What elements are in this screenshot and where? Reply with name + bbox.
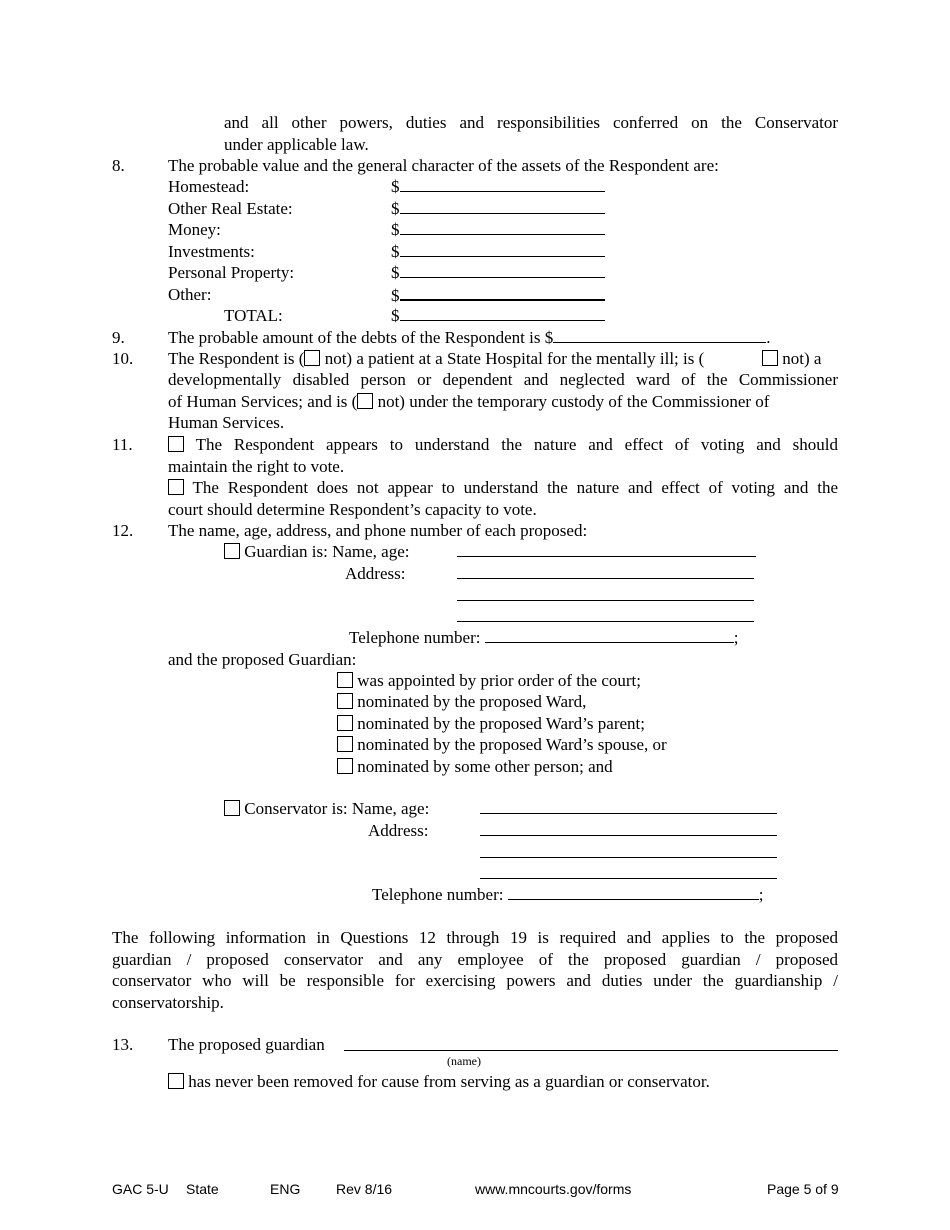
option-text: nominated by the proposed Ward, [357, 692, 587, 711]
q13-option [168, 1071, 710, 1092]
conservator-telephone-blank[interactable] [508, 884, 759, 900]
q13-number: 13. [112, 1035, 134, 1054]
q10-custody-checkbox[interactable] [357, 393, 373, 409]
semicolon: ; [758, 885, 764, 904]
q11-option-2 [168, 477, 838, 520]
conservator-name-blank[interactable] [480, 813, 777, 814]
option-text: was appointed by prior order of the court; [357, 671, 641, 690]
footer-form-id: GAC 5-U [112, 1181, 169, 1197]
asset-blank[interactable] [400, 219, 605, 235]
asset-blank[interactable] [400, 262, 605, 278]
q13-guardian-name-blank[interactable] [344, 1050, 838, 1051]
asset-label-homestead: Homestead: [168, 177, 250, 196]
footer-url[interactable]: www.mncourts.gov/forms [475, 1181, 632, 1197]
guardian-telephone-row [349, 627, 738, 648]
guardian-option-spouse [337, 734, 667, 755]
q12-number: 12. [112, 521, 134, 540]
asset-label-total: TOTAL: [224, 306, 283, 325]
continuation-line-2: under applicable law. [224, 134, 369, 154]
guardian-option-ward [337, 691, 586, 712]
q10-text-c: not) a [782, 349, 822, 368]
asset-field-total[interactable] [391, 305, 605, 326]
q13-option-text: has never been removed for cause from serving as a guardian or conservator. [188, 1072, 710, 1091]
q10-line-2 [168, 369, 838, 391]
guardian-option-other [337, 756, 613, 777]
q10-text-l2: developmentally disabled person or dependent and neglected ward of the Commissioner [168, 370, 838, 389]
option-text: nominated by some other person; and [357, 757, 613, 776]
guardian-name-row [224, 541, 409, 562]
q11-opt2-text: The Respondent does not appear to understand the nature and effect of voting and the [192, 478, 838, 497]
q9-period: . [766, 328, 771, 347]
guardian-address-blank-3[interactable] [457, 621, 754, 622]
asset-label-other-real-estate: Other Real Estate: [168, 199, 293, 218]
q10-text-l3b: not) under the temporary custody of the Commissioner of [377, 392, 770, 411]
asset-field-other-real-estate[interactable] [391, 198, 605, 219]
asset-blank[interactable] [400, 284, 605, 301]
conservator-telephone-label: Telephone number: [372, 885, 504, 904]
asset-label-other: Other: [168, 285, 212, 304]
currency-symbol: $ [391, 242, 400, 261]
q11-opt1-line-1 [168, 434, 838, 456]
conservator-checkbox[interactable] [224, 800, 240, 816]
asset-field-money[interactable] [391, 219, 605, 240]
footer-revision: Rev 8/16 [336, 1181, 393, 1197]
currency-symbol: $ [391, 306, 400, 325]
q9-number: 9. [112, 328, 125, 347]
q10-text-a: The Respondent is ( [168, 349, 305, 368]
asset-field-investments[interactable] [391, 241, 605, 262]
asset-label-money: Money: [168, 220, 221, 239]
currency-symbol: $ [391, 199, 400, 218]
q11-number: 11. [112, 435, 133, 454]
info-line-3: conservator who will be responsible for exercising powers and duties under the guardianship / [112, 971, 838, 990]
guardian-option-parent [337, 713, 645, 734]
nominated-other-checkbox[interactable] [337, 758, 353, 774]
q11-option-1 [168, 434, 838, 477]
and-proposed-guardian: and the proposed Guardian: [168, 650, 357, 669]
q11-opt2-line-1 [168, 477, 838, 499]
q13-text: The proposed guardian [168, 1035, 325, 1054]
q11-opt2-line-2: court should determine Respondent’s capacity to vote. [168, 499, 537, 519]
nominated-parent-checkbox[interactable] [337, 715, 353, 731]
q11-opt1-text: The Respondent appears to understand the nature and effect of voting and should [195, 435, 838, 454]
conservator-telephone-row [372, 884, 763, 905]
q11-cannot-vote-checkbox[interactable] [168, 479, 184, 495]
nominated-spouse-checkbox[interactable] [337, 736, 353, 752]
q10-line-4: Human Services. [168, 413, 285, 432]
currency-symbol: $ [391, 286, 400, 305]
info-line-2: guardian / proposed conservator and any employee of the proposed guardian / proposed [112, 949, 838, 969]
guardian-option-prior-order [337, 670, 641, 691]
guardian-name-blank[interactable] [457, 556, 756, 557]
q12-text: The name, age, address, and phone number of each proposed: [168, 521, 588, 540]
asset-label-personal-property: Personal Property: [168, 263, 295, 282]
guardian-name-label: Guardian is: Name, age: [244, 542, 410, 561]
q9-debts-blank[interactable] [553, 327, 766, 343]
conservator-name-label: Conservator is: Name, age: [244, 799, 430, 818]
semicolon: ; [733, 628, 739, 647]
currency-symbol: $ [391, 220, 400, 239]
currency-symbol: $ [391, 177, 400, 196]
q11-opt1-line-2: maintain the right to vote. [168, 456, 345, 476]
currency-symbol: $ [391, 263, 400, 282]
nominated-ward-checkbox[interactable] [337, 693, 353, 709]
info-line-1: The following information in Questions 12 through 19 is required and applies to the proposed [112, 928, 838, 947]
q10-text-b: not) a patient at a State Hospital for the mentally ill; is ( [324, 349, 705, 368]
asset-label-investments: Investments: [168, 242, 255, 261]
never-removed-checkbox[interactable] [168, 1073, 184, 1089]
q9-line [168, 327, 771, 348]
q10-disabled-checkbox[interactable] [762, 350, 778, 366]
asset-blank[interactable] [400, 305, 605, 321]
guardian-address-label: Address: [345, 564, 406, 583]
asset-field-homestead[interactable] [391, 176, 605, 197]
guardian-address-blank-2[interactable] [457, 600, 754, 601]
q10-text-l3a: of Human Services; and is ( [168, 392, 358, 411]
guardian-checkbox[interactable] [224, 543, 240, 559]
q10-number: 10. [112, 349, 134, 368]
guardian-address-blank-1[interactable] [457, 578, 754, 579]
info-line-4: conservatorship. [112, 992, 224, 1012]
continuation-paragraph [224, 112, 838, 155]
footer-page-number: Page 5 of 9 [767, 1181, 839, 1197]
footer-jurisdiction: State [186, 1181, 219, 1197]
info-paragraph [112, 927, 838, 1013]
conservator-address-label: Address: [368, 821, 429, 840]
q10-line-3 [168, 391, 769, 412]
q10-line-1 [168, 348, 704, 369]
option-text: nominated by the proposed Ward’s spouse, or [357, 735, 667, 754]
q10-hospital-checkbox[interactable] [304, 350, 320, 366]
conservator-address-blank-2[interactable] [480, 857, 777, 858]
option-text: nominated by the proposed Ward’s parent; [357, 714, 645, 733]
conservator-address-blank-1[interactable] [480, 835, 777, 836]
asset-field-other[interactable] [391, 284, 605, 306]
continuation-line-1: and all other powers, duties and responsibilities conferred on the Conservator [224, 113, 838, 132]
q8-text: The probable value and the general character of the assets of the Respondent are: [168, 156, 719, 175]
asset-blank[interactable] [400, 198, 605, 214]
asset-blank[interactable] [400, 241, 605, 257]
q9-text: The probable amount of the debts of the Respondent is $ [168, 328, 554, 347]
conservator-name-row [224, 798, 429, 819]
asset-blank[interactable] [400, 176, 605, 192]
q11-can-vote-checkbox[interactable] [168, 436, 184, 452]
q13-name-caption: (name) [447, 1054, 481, 1068]
guardian-telephone-label: Telephone number: [349, 628, 481, 647]
q8-number: 8. [112, 156, 125, 175]
asset-field-personal-property[interactable] [391, 262, 605, 283]
prior-order-checkbox[interactable] [337, 672, 353, 688]
guardian-telephone-blank[interactable] [485, 627, 734, 643]
conservator-address-blank-3[interactable] [480, 878, 777, 879]
footer-language: ENG [270, 1181, 301, 1197]
q10-line-1-end [762, 348, 821, 369]
